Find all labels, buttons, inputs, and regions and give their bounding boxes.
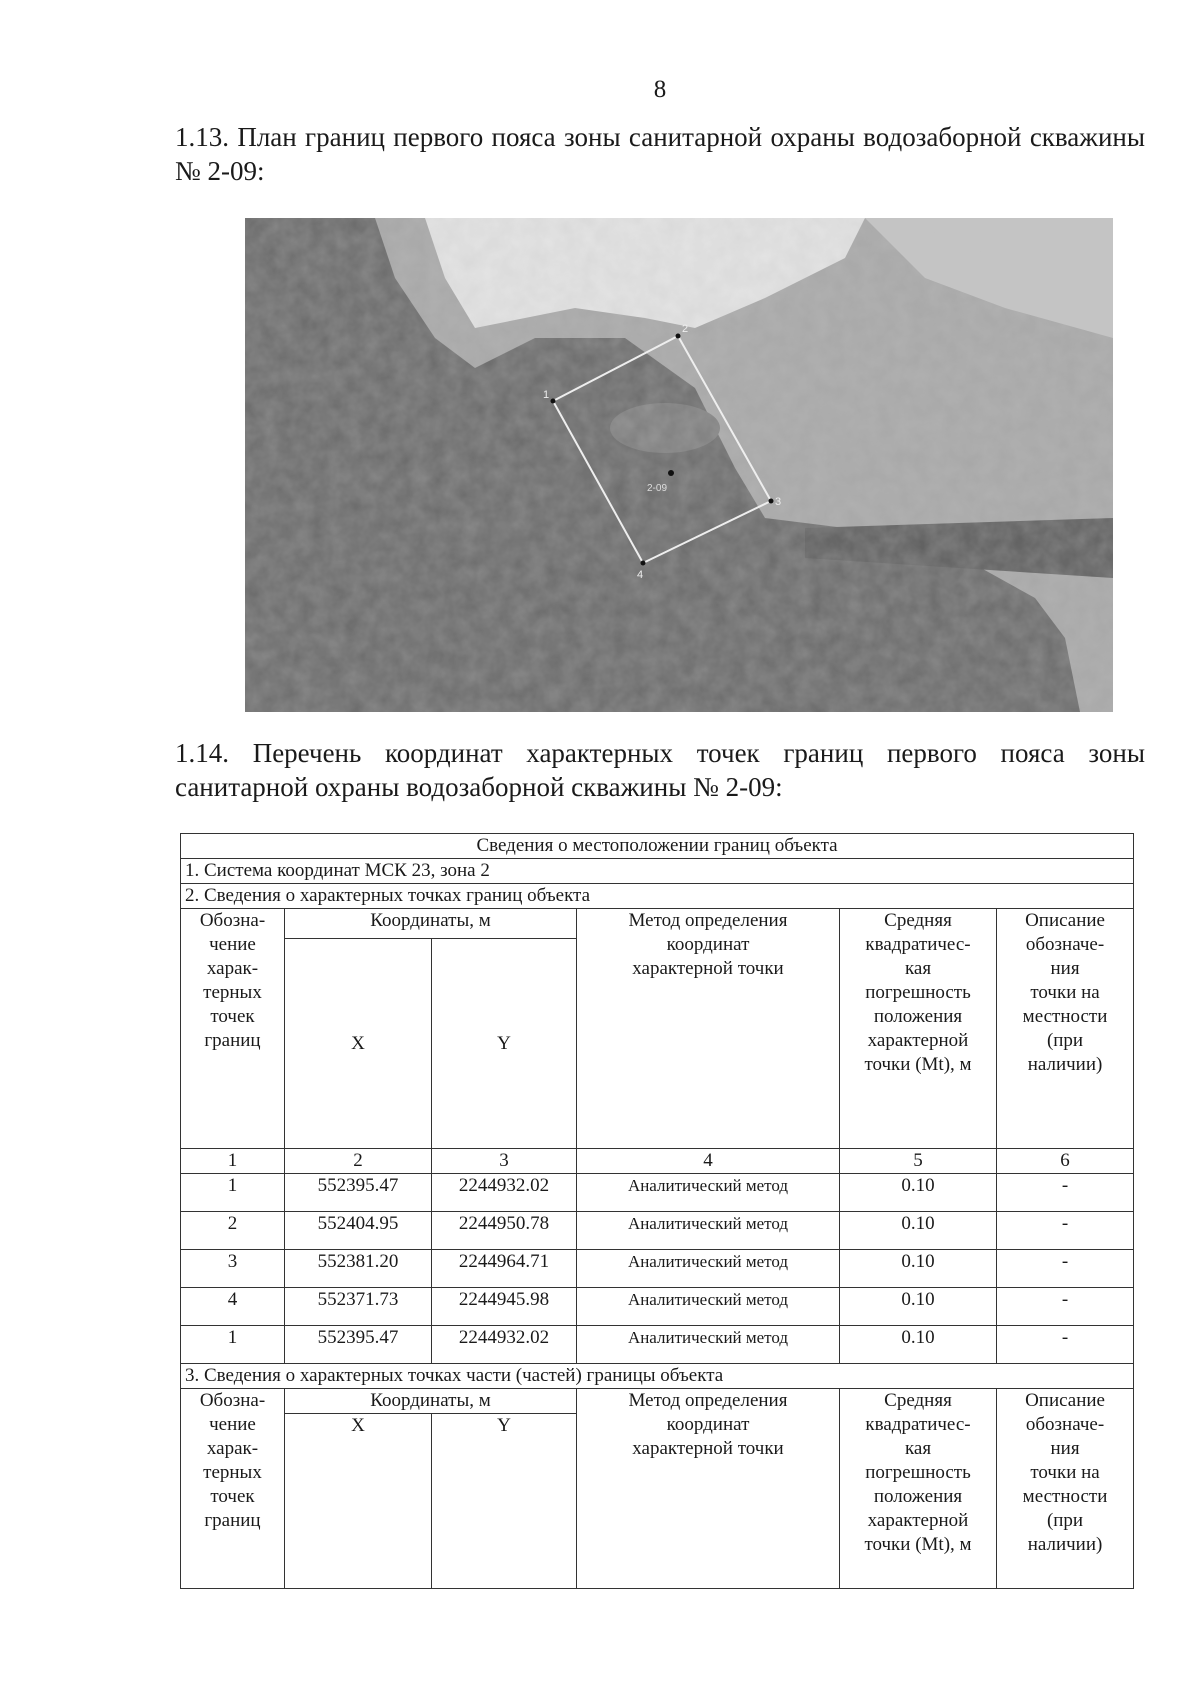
cell-y: 2244932.02 — [432, 1174, 577, 1212]
column-number: 2 — [285, 1149, 432, 1174]
point-label-3: 3 — [775, 496, 782, 508]
section-1-14-body: 1.14. Перечень координат характерных точек границ первого пояса зоны санитарной охраны водозаборной скважины № 2-09: — [175, 738, 1145, 802]
header-designation-2: Обозна- чение харак- терных точек границ — [181, 1389, 285, 1589]
header-error: Средняя квадратичес- кая погрешность положения характерной точки (Mt), м — [840, 909, 997, 1149]
well-marker — [668, 470, 674, 476]
cell-point: 3 — [181, 1250, 285, 1288]
cell-point: 1 — [181, 1174, 285, 1212]
point-label-4: 4 — [637, 569, 644, 581]
cell-mt: 0.10 — [840, 1212, 997, 1250]
boundary-plan-svg — [245, 218, 1113, 712]
header-y-2: Y — [432, 1414, 577, 1589]
cell-desc: - — [997, 1250, 1134, 1288]
table-row — [181, 1174, 1134, 1212]
header-x-2: X — [285, 1414, 432, 1589]
column-number: 5 — [840, 1149, 997, 1174]
cell-method: Аналитический метод — [577, 1212, 840, 1250]
section-1-14-text — [175, 736, 1145, 804]
cell-point: 2 — [181, 1212, 285, 1250]
cell-y: 2244950.78 — [432, 1212, 577, 1250]
cell-method: Аналитический метод — [577, 1174, 840, 1212]
table-row — [181, 1250, 1134, 1288]
well-label: 2-09 — [647, 483, 668, 494]
header-description: Описание обозначе- ния точки на местности (при наличии) — [997, 909, 1134, 1149]
cell-point: 4 — [181, 1288, 285, 1326]
table-row — [181, 1288, 1134, 1326]
cell-y: 2244945.98 — [432, 1288, 577, 1326]
header-description-2: Описание обозначе- ния точки на местности (при наличии) — [997, 1389, 1134, 1589]
cell-desc: - — [997, 1174, 1134, 1212]
table-section-2: 2. Сведения о характерных точках границ объекта — [181, 884, 1134, 909]
table-row — [181, 1326, 1134, 1364]
header-method: Метод определения координат характерной точки — [577, 909, 840, 1149]
column-number: 6 — [997, 1149, 1134, 1174]
table-title: Сведения о местоположении границ объекта — [181, 834, 1134, 859]
cell-method: Аналитический метод — [577, 1250, 840, 1288]
point-label-2: 2 — [682, 323, 689, 335]
cell-point: 1 — [181, 1326, 285, 1364]
cell-method: Аналитический метод — [577, 1326, 840, 1364]
table-row — [181, 1212, 1134, 1250]
header-coordinates-2: Координаты, м — [285, 1389, 577, 1414]
cell-mt: 0.10 — [840, 1326, 997, 1364]
cell-x: 552381.20 — [285, 1250, 432, 1288]
cell-x: 552404.95 — [285, 1212, 432, 1250]
column-number: 1 — [181, 1149, 285, 1174]
boundary-point-2 — [676, 334, 681, 339]
boundary-point-3 — [769, 499, 774, 504]
cell-x: 552395.47 — [285, 1174, 432, 1212]
boundary-point-1 — [551, 399, 556, 404]
cell-desc: - — [997, 1288, 1134, 1326]
cell-desc: - — [997, 1212, 1134, 1250]
cell-x: 552395.47 — [285, 1326, 432, 1364]
header-method-2: Метод определения координат характерной точки — [577, 1389, 840, 1589]
cell-y: 2244932.02 — [432, 1326, 577, 1364]
cell-mt: 0.10 — [840, 1250, 997, 1288]
cell-mt: 0.10 — [840, 1174, 997, 1212]
cell-y: 2244964.71 — [432, 1250, 577, 1288]
header-error-2: Средняя квадратичес- кая погрешность положения характерной точки (Mt), м — [840, 1389, 997, 1589]
cell-mt: 0.10 — [840, 1288, 997, 1326]
header-coordinates: Координаты, м — [285, 909, 577, 939]
column-number: 4 — [577, 1149, 840, 1174]
table-section-3: 3. Сведения о характерных точках части (частей) границы объекта — [181, 1364, 1134, 1389]
section-1-13-text — [175, 120, 1145, 188]
cell-x: 552371.73 — [285, 1288, 432, 1326]
page-number: 8 — [653, 76, 667, 103]
column-number: 3 — [432, 1149, 577, 1174]
header-y: Y — [432, 939, 577, 1149]
header-x: X — [285, 939, 432, 1149]
section-1-13-body: 1.13. План границ первого пояса зоны санитарной охраны водозаборной скважины № 2-09: — [175, 122, 1145, 186]
boundary-point-4 — [641, 561, 646, 566]
header-designation: Обозна- чение харак- терных точек границ — [181, 909, 285, 1149]
boundary-plan-image — [245, 218, 1113, 712]
cell-method: Аналитический метод — [577, 1288, 840, 1326]
table-section-1: 1. Система координат МСК 23, зона 2 — [181, 859, 1134, 884]
map-noise — [245, 218, 1113, 712]
point-label-1: 1 — [543, 389, 550, 401]
cell-desc: - — [997, 1326, 1134, 1364]
boundary-coordinates-table — [180, 833, 1134, 1589]
